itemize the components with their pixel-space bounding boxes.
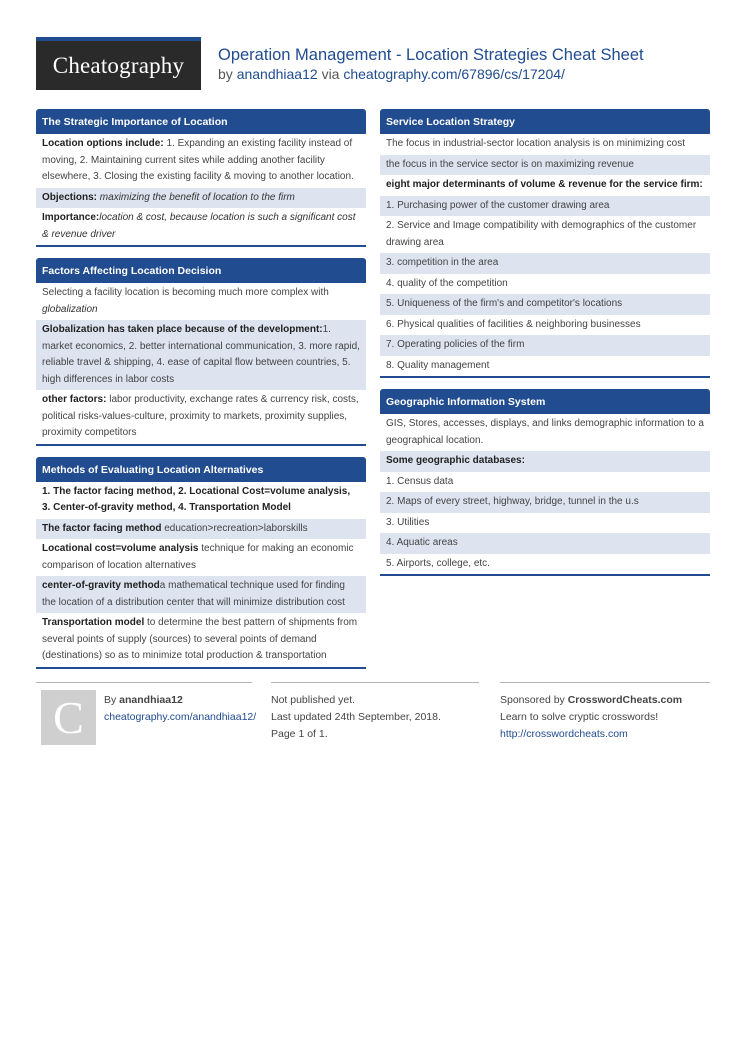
- footer: [36, 682, 710, 752]
- footer-status-block: [271, 682, 479, 743]
- table-row: [36, 576, 366, 613]
- row-text: The focus in industrial-sector location analysis is on minimizing cost: [386, 138, 686, 149]
- row-term: 1. The factor facing method, 2. Locational Cost=volume analysis, 3. Center-of-gravity method, 4. Transportation Model: [42, 485, 351, 513]
- table-row: [36, 134, 366, 188]
- row-text: 4. Aquatic areas: [386, 537, 458, 548]
- author-link[interactable]: anandhiaa12: [236, 66, 318, 82]
- byline: [218, 66, 565, 82]
- sponsor-link[interactable]: http://crosswordcheats.com: [500, 728, 628, 740]
- row-term: Locational cost=volume analysis: [42, 543, 199, 554]
- row-term: Transportation model: [42, 617, 145, 628]
- avatar-letter: C: [53, 692, 84, 743]
- section-heading: Methods of Evaluating Location Alternatives: [36, 457, 366, 482]
- row-text: 1. Census data: [386, 475, 454, 487]
- sponsored-by: Sponsored by: [500, 694, 568, 706]
- table-row: [380, 492, 710, 513]
- row-term: The factor facing method: [42, 522, 162, 534]
- table-row: [380, 274, 710, 295]
- sheet-url-link[interactable]: cheatography.com/67896/cs/17204/: [343, 66, 565, 82]
- table-row: [380, 414, 710, 451]
- table-row: [36, 539, 366, 576]
- row-term: center-of-gravity method: [42, 580, 160, 591]
- published-status: Not published yet.: [271, 694, 356, 706]
- row-text: technique for making an economic comparison of location alternatives: [42, 543, 354, 571]
- table-row: [380, 513, 710, 534]
- table-row: [380, 554, 710, 575]
- row-emphasis: maximizing the benefit of location to the firm: [99, 191, 295, 203]
- row-text: 5. Airports, college, etc.: [386, 557, 490, 569]
- table-row: [36, 188, 366, 209]
- table-row: [380, 451, 710, 472]
- table-row: [36, 208, 366, 245]
- sponsor-name: CrosswordCheats.com: [567, 694, 683, 706]
- section-heading: The Strategic Importance of Location: [36, 109, 366, 134]
- footer-sponsor-block: [500, 682, 710, 743]
- row-text: 5. Uniqueness of the firm's and competitor's locations: [386, 298, 623, 309]
- table-row: [380, 356, 710, 377]
- section-heading: Geographic Information System: [380, 389, 710, 414]
- row-term: eight major determinants of volume & revenue for the service firm:: [386, 179, 703, 190]
- row-text: to determine the best pattern of shipments from several points of supply (sources) to several points of demand (destinations) so as to minimize total production & transportation: [42, 617, 358, 661]
- table-row: [36, 519, 366, 540]
- section-service-location-strategy: [380, 109, 710, 378]
- row-text: the focus in the service sector is on maximizing revenue: [386, 158, 634, 170]
- table-row: [36, 390, 366, 444]
- footer-author: anandhiaa12: [119, 694, 183, 706]
- table-row: [36, 482, 366, 519]
- row-text: a mathematical technique used for finding the location of a distribution center that will minimize distribution cost: [42, 580, 345, 608]
- cheatography-logo[interactable]: [36, 37, 201, 90]
- row-term: Globalization has taken place because of the development:: [42, 324, 323, 335]
- table-row: [380, 472, 710, 493]
- table-row: [380, 155, 710, 176]
- table-row: [36, 320, 366, 390]
- last-updated: Last updated 24th September, 2018.: [271, 711, 441, 723]
- row-text: 1. Expanding an existing facility instead of moving, 2. Maintaining current sites while adding another facility elsewhere, 3. Closing the existing facility & moving to another location.: [42, 138, 354, 182]
- row-text: 2. Service and Image compatibility with demographics of the customer drawing area: [386, 220, 697, 248]
- row-text: GIS, Stores, accesses, displays, and links demographic information to a geographical location.: [386, 418, 704, 446]
- byline-via: via: [321, 66, 340, 82]
- row-text: 1. Purchasing power of the customer drawing area: [386, 199, 610, 211]
- row-text: labor productivity, exchange rates & currency risk, costs, political risks-values-culture, proximity to markets, proximity supplies, proximity competitors: [42, 394, 359, 438]
- row-emphasis: globalization: [42, 303, 98, 315]
- row-term: other factors:: [42, 394, 107, 405]
- table-row: [36, 613, 366, 667]
- section-factors-affecting-location-decision: [36, 258, 366, 446]
- row-text: Selecting a facility location is becoming much more complex with: [42, 287, 329, 298]
- table-row: [380, 294, 710, 315]
- sponsor-tagline: Learn to solve cryptic crosswords!: [500, 711, 659, 723]
- section-methods-of-evaluating-location-alternatives: [36, 457, 366, 669]
- footer-author-link[interactable]: cheatography.com/anandhiaa12/: [104, 711, 257, 723]
- page-title: Operation Management - Location Strategies Cheat Sheet: [218, 46, 644, 64]
- page-count: Page 1 of 1.: [271, 728, 328, 740]
- table-row: [36, 283, 366, 320]
- right-column: [380, 109, 710, 587]
- section-heading: Service Location Strategy: [380, 109, 710, 134]
- row-text: 2. Maps of every street, highway, bridge, tunnel in the u.s: [386, 496, 639, 507]
- row-text: 8. Quality management: [386, 359, 490, 371]
- byline-by: by: [218, 66, 233, 82]
- row-text: education>recreation>laborskills: [161, 522, 308, 534]
- row-text: 4. quality of the competition: [386, 277, 508, 289]
- table-row: [380, 533, 710, 554]
- row-emphasis: location & cost, because location is such a significant cost & revenue driver: [42, 212, 356, 240]
- row-text: 1. market economics, 2. better international communication, 3. more rapid, reliable travel & shipping, 4. ease of capital flow between countries, 5. high differences in labor costs: [42, 324, 360, 385]
- row-term: Location options include:: [42, 138, 164, 149]
- table-row: [380, 196, 710, 217]
- table-row: [380, 315, 710, 336]
- section-heading: Factors Affecting Location Decision: [36, 258, 366, 283]
- logo-text: Cheatography: [52, 53, 185, 78]
- row-text: 7. Operating policies of the firm: [386, 339, 525, 350]
- section-the-strategic-importance-of-location: [36, 109, 366, 247]
- table-row: [380, 253, 710, 274]
- footer-by: By: [104, 694, 120, 706]
- row-text: 3. competition in the area: [386, 257, 499, 268]
- row-text: 3. Utilities: [386, 516, 430, 528]
- row-term: Importance:: [42, 212, 100, 223]
- row-text: 6. Physical qualities of facilities & neighboring businesses: [386, 318, 641, 330]
- table-row: [380, 216, 710, 253]
- avatar: [41, 690, 96, 745]
- table-row: [380, 335, 710, 356]
- section-geographic-information-system: [380, 389, 710, 576]
- table-row: [380, 134, 710, 155]
- row-term: Some geographic databases:: [386, 455, 525, 466]
- row-term: Objections:: [42, 191, 98, 203]
- footer-author-block: [36, 682, 257, 743]
- left-column: [36, 109, 366, 680]
- table-row: [380, 175, 710, 196]
